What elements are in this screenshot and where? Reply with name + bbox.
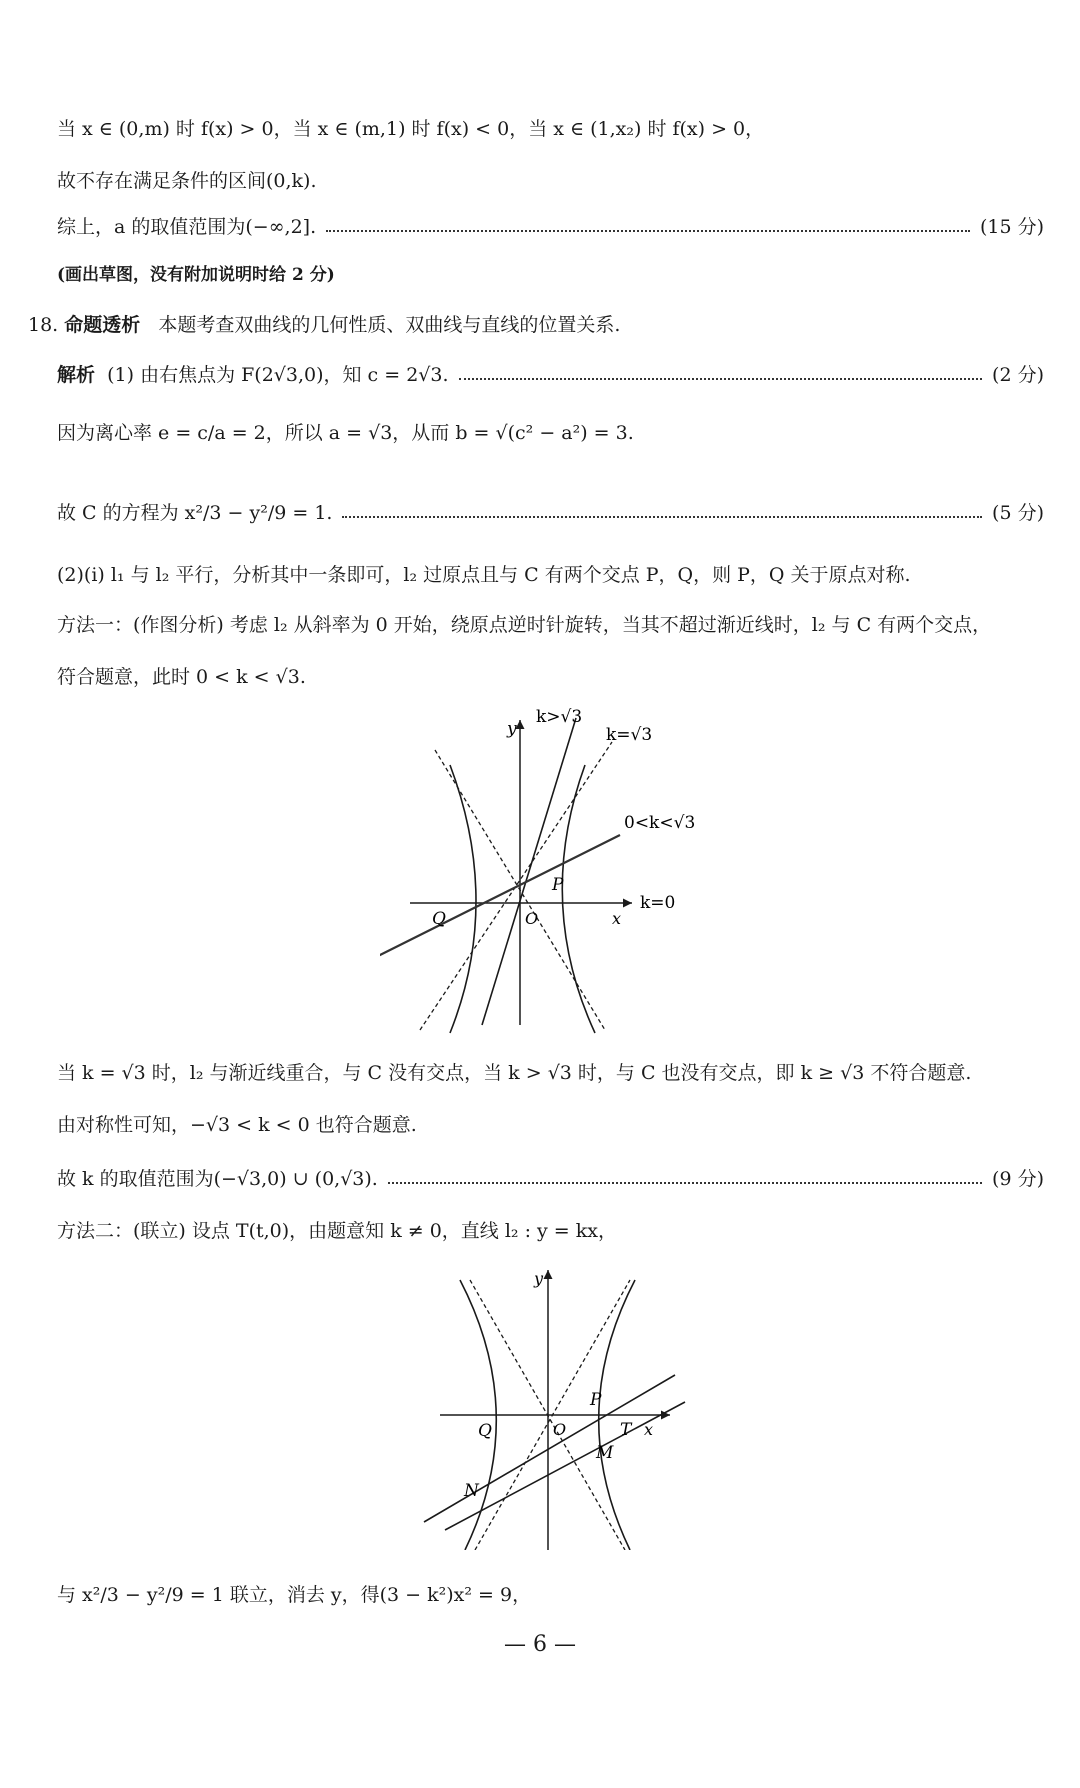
hyperbola-right-branch [562, 765, 595, 1033]
text-line-6 [57, 362, 1044, 388]
text-line-12: 当 k = √3 时，l₂ 与渐近线重合，与 C 没有交点，当 k > √3 时，与 C 也没有交点，即 k ≥ √3 不符合题意. [57, 1062, 972, 1084]
label-k-gt: k>√3 [536, 707, 583, 727]
page-number: — 6 — [504, 1632, 576, 1657]
label-P: P [590, 1390, 602, 1410]
text-line-11: 符合题意，此时 0 < k < √3. [57, 666, 306, 688]
label-T: T [620, 1420, 632, 1440]
text-line-15: 方法二：(联立) 设点 T(t,0)，由题意知 k ≠ 0，直线 l₂ : y = kx， [57, 1220, 617, 1242]
text-line-1: 当 x ∈ (0,m) 时 f(x) > 0，当 x ∈ (m,1) 时 f(x) < 0，当 x ∈ (1,x₂) 时 f(x) > 0， [57, 118, 765, 140]
problem-number: 18. [28, 314, 59, 336]
text-line-8 [57, 500, 1044, 526]
dotted-leader [342, 516, 982, 518]
dotted-leader [459, 378, 983, 380]
text-line-4: (画出草图，没有附加说明时给 2 分) [57, 265, 335, 285]
label-M: M [596, 1443, 614, 1463]
score-15: (15 分) [979, 216, 1044, 238]
label-y: y [507, 719, 517, 739]
section-label: 命题透析 [64, 314, 141, 336]
text-line-13: 由对称性可知，−√3 < k < 0 也符合题意. [57, 1114, 417, 1136]
text-line-2: 故不存在满足条件的区间(0,k). [57, 170, 317, 192]
score-9: (9 分) [992, 1168, 1044, 1190]
analysis-text: (1) 由右焦点为 F(2√3,0)，知 c = 2√3. [107, 364, 449, 386]
problem-18-header [28, 312, 1044, 338]
score-2: (2 分) [992, 364, 1044, 386]
label-P: P [552, 875, 564, 895]
analysis-label: 解析 [57, 364, 96, 386]
section-text: 本题考查双曲线的几何性质、双曲线与直线的位置关系. [158, 314, 621, 336]
range-text: 故 k 的取值范围为(−√3,0) ∪ (0,√3). [57, 1168, 378, 1190]
label-O: O [553, 1420, 567, 1439]
label-Q: Q [478, 1421, 492, 1441]
label-y: y [534, 1269, 544, 1288]
line-l1 [424, 1375, 675, 1522]
label-k-zero: k=0 [640, 893, 676, 913]
text-line-3 [57, 214, 1044, 240]
text-line-14 [57, 1166, 1044, 1192]
dotted-leader [326, 230, 970, 232]
figure-1-hyperbola [380, 700, 720, 1040]
text-line-10: 方法一：(作图分析) 考虑 l₂ 从斜率为 0 开始，绕原点逆时针旋转，当其不超过渐近线时，l₂ 与 C 有两个交点， [57, 614, 992, 636]
label-O: O [525, 909, 539, 928]
figure-2-hyperbola [420, 1250, 700, 1550]
score-5: (5 分) [992, 502, 1044, 524]
label-N: N [464, 1481, 479, 1501]
conclusion-text: 综上，a 的取值范围为(−∞,2]. [57, 216, 317, 238]
hyperbola-left-branch [450, 765, 476, 1033]
text-line-16: 与 x²/3 − y²/9 = 1 联立，消去 y，得(3 − k²)x² = 9， [57, 1584, 532, 1606]
label-k-mid: 0<k<√3 [624, 813, 696, 833]
equation-text: 故 C 的方程为 x²/3 − y²/9 = 1. [57, 502, 333, 524]
label-x: x [612, 909, 622, 928]
dotted-leader [388, 1182, 982, 1184]
line-k-gt-sqrt3 [482, 718, 576, 1025]
label-k-eq: k=√3 [606, 725, 653, 745]
text-line-7: 因为离心率 e = c/a = 2，所以 a = √3，从而 b = √(c² − a²) = 3. [57, 422, 634, 444]
text-line-9: (2)(ⅰ) l₁ 与 l₂ 平行，分析其中一条即可，l₂ 过原点且与 C 有两个交点 P，Q，则 P，Q 关于原点对称. [57, 564, 911, 586]
label-x: x [644, 1420, 654, 1439]
label-Q: Q [432, 909, 446, 929]
